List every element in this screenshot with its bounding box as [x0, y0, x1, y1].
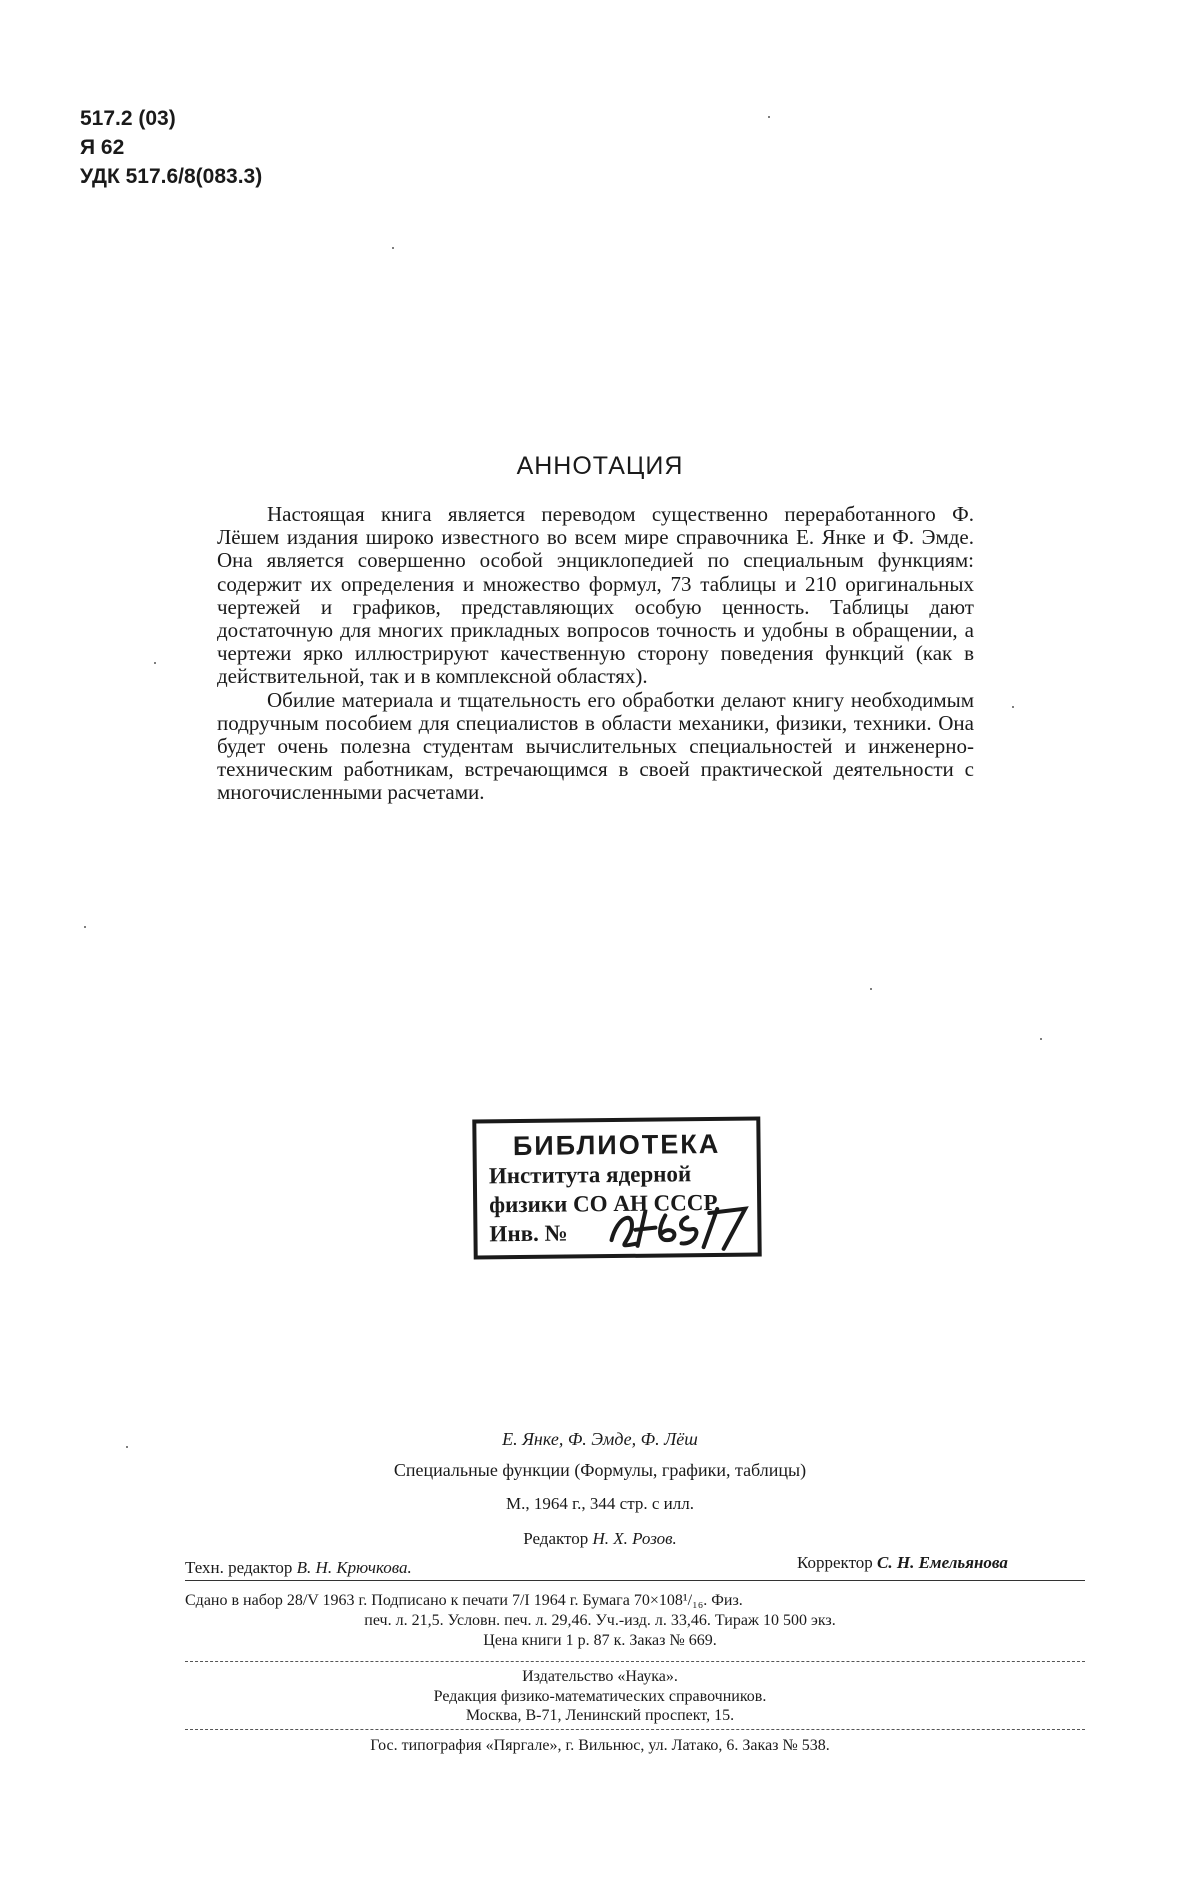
publisher-name: Издательство «Наука». — [522, 1668, 678, 1685]
book-title: Специальные функции (Формулы, графики, таблицы) — [393, 1460, 807, 1480]
editor-name: Н. Х. Розов. — [592, 1529, 677, 1548]
divider-2 — [185, 1661, 1085, 1662]
scan-speck — [84, 926, 86, 928]
scan-speck — [870, 988, 872, 990]
printer-info: Гос. типография «Пяргале», г. Вильнюс, ул. Латако, 6. Заказ № 538. — [370, 1737, 830, 1754]
print-details-2: печ. л. 21,5. Условн. печ. л. 29,46. Уч.-изд. л. 33,46. Тираж 10 500 экз. — [364, 1612, 836, 1629]
publication-info: М., 1964 г., 344 стр. с илл. — [506, 1494, 694, 1513]
stamp-library-label: БИБЛИОТЕКА — [512, 1128, 721, 1162]
scan-speck — [126, 1446, 128, 1448]
stamp-institute-label: Института ядерной — [488, 1161, 692, 1189]
corrector-label: Корректор — [797, 1553, 873, 1572]
udc-code: УДК 517.6/8(083.3) — [80, 165, 263, 188]
tech-editor-line — [185, 1558, 412, 1578]
divider-3 — [185, 1729, 1085, 1730]
scan-speck — [1012, 706, 1014, 708]
annotation-title: АННОТАЦИЯ — [516, 452, 684, 480]
editor-line — [0, 1529, 1200, 1549]
scan-speck — [1040, 1038, 1042, 1040]
scan-speck — [392, 247, 394, 249]
corrector-name: С. Н. Емельянова — [877, 1553, 1008, 1572]
print-details-1: Сдано в набор 28/V 1963 г. Подписано к печати 7/I 1964 г. Бумага 70×108¹/₁₆. Физ. — [185, 1592, 743, 1609]
scan-speck — [768, 116, 770, 118]
editor-label: Редактор — [523, 1529, 589, 1548]
corrector-line — [797, 1553, 1008, 1573]
stamp-academy-label: физики СО АН СССР — [489, 1189, 718, 1218]
annotation-paragraph-1: Настоящая книга является переводом существенно переработанного Ф. Лёшем издания широко известного во всем мире справочника Е. Янке и Ф. Эмде. Она является совершенно особой энциклопедией по специальным функциям: содержит их определения и множество формул, 73 таблицы и 210 оригинальных чертежей и графиков, представляющих особую ценность. Таблицы дают достаточную для многих прикладных вопросов точность и удобны в обращении, а чертежи ярко иллюстрируют качественную сторону поведения функций (как в действительной, так и в комплексной областях). — [217, 502, 974, 689]
tech-editor-label: Техн. редактор — [185, 1558, 293, 1577]
publisher-department: Редакция физико-математических справочников. — [433, 1688, 767, 1705]
divider-1 — [185, 1580, 1085, 1581]
scan-speck — [154, 662, 156, 664]
bbk-code: 517.2 (03) — [80, 107, 176, 130]
publisher-address: Москва, В-71, Ленинский проспект, 15. — [465, 1707, 735, 1724]
print-details-3: Цена книги 1 р. 87 к. Заказ № 669. — [483, 1632, 717, 1649]
annotation-paragraph-2: Обилие материала и тщательность его обработки делают книгу необходимым подручным пособием для специалистов в области механики, физики, техники. Она будет очень полезна студентам вычислительных специальностей и инженерно-техническим работникам, встречающимся в своей практической деятельности с многочисленными расчетами. — [217, 687, 974, 805]
stamp-inventory-label: Инв. № — [489, 1220, 568, 1247]
authors: Е. Янке, Ф. Эмде, Ф. Лёш — [502, 1429, 698, 1449]
tech-editor-name: В. Н. Крючкова. — [296, 1558, 412, 1577]
author-sign: Я 62 — [80, 136, 125, 159]
